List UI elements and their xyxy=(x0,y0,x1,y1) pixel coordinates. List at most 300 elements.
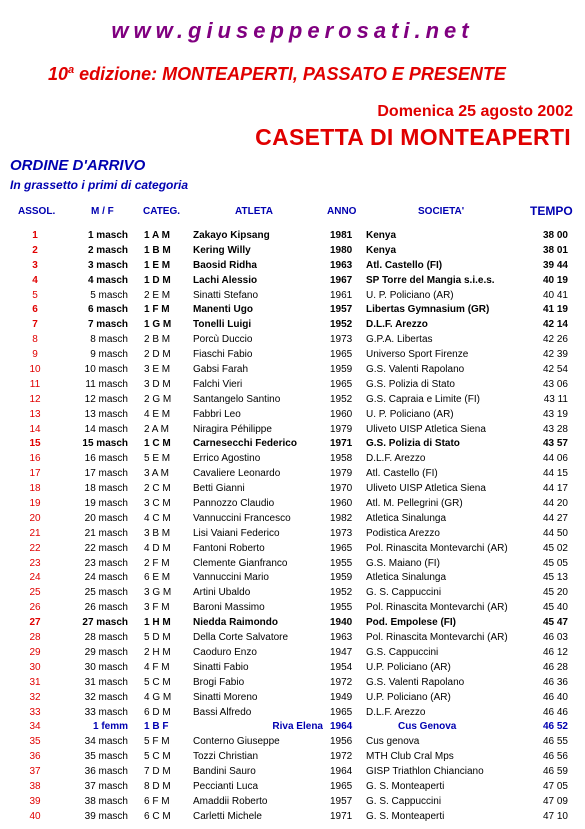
cell-cat: 3 D M xyxy=(144,378,171,390)
cell-cat: 4 F M xyxy=(144,661,170,673)
cell-year: 1980 xyxy=(330,244,353,256)
cell-club: U. P. Policiano (AR) xyxy=(366,289,454,301)
cell-cat: 1 F M xyxy=(144,304,170,316)
cell-cat: 5 C M xyxy=(144,751,171,763)
cell-mf: 30 masch xyxy=(84,661,128,673)
cell-time: 46 55 xyxy=(542,736,568,748)
table-row xyxy=(0,735,585,750)
cell-cat: 2 B M xyxy=(144,334,171,346)
cell-club: Pol. Rinascita Montevarchi (AR) xyxy=(366,602,508,614)
cell-pos: 36 xyxy=(29,751,41,763)
cell-pos: 1 xyxy=(32,230,38,241)
table-row xyxy=(0,333,585,348)
cell-athlete: Lachi Alessio xyxy=(193,274,258,286)
cell-mf: 9 masch xyxy=(90,349,128,361)
cell-pos: 14 xyxy=(29,423,41,435)
cell-cat: 6 C M xyxy=(144,810,171,822)
table-row xyxy=(0,423,585,438)
cell-athlete: Betti Gianni xyxy=(193,483,245,495)
col-header-club: SOCIETA' xyxy=(418,206,465,217)
cell-time: 46 28 xyxy=(542,661,568,673)
cell-club: D.L.F. Arezzo xyxy=(366,319,428,331)
col-header-year: ANNO xyxy=(327,206,357,217)
cell-cat: 5 F M xyxy=(144,736,170,748)
table-row xyxy=(0,706,585,721)
cell-time: 45 40 xyxy=(542,602,568,614)
cell-athlete: Fantoni Roberto xyxy=(193,542,265,554)
cell-cat: 2 C M xyxy=(144,483,171,495)
cell-year: 1959 xyxy=(330,364,353,376)
cell-pos: 16 xyxy=(29,453,41,465)
cell-athlete: Pannozzo Claudio xyxy=(193,498,275,510)
col-header-cat: CATEG. xyxy=(143,206,181,217)
table-row xyxy=(0,482,585,497)
cell-cat: 1 B M xyxy=(144,244,171,256)
cell-athlete: Porcù Duccio xyxy=(193,334,253,346)
cell-cat: 2 H M xyxy=(144,646,171,658)
col-header-athlete: ATLETA xyxy=(235,206,273,217)
site-url[interactable]: www.giusepperosati.net xyxy=(111,18,474,43)
cell-club: G. S. Cappuccini xyxy=(366,795,442,807)
cell-time: 43 19 xyxy=(542,408,568,420)
table-row xyxy=(0,229,585,244)
table-row xyxy=(0,810,585,825)
cell-cat: 2 D M xyxy=(144,349,171,361)
cell-year: 1956 xyxy=(330,736,353,748)
cell-pos: 28 xyxy=(29,632,41,644)
cell-cat: 3 G M xyxy=(144,587,172,599)
cell-time: 42 26 xyxy=(542,334,568,346)
cell-pos: 34 xyxy=(29,721,41,733)
cell-year: 1967 xyxy=(330,274,353,286)
cell-mf: 33 masch xyxy=(84,706,128,718)
cell-year: 1972 xyxy=(330,751,353,763)
table-row xyxy=(0,691,585,706)
cell-pos: 30 xyxy=(29,661,41,673)
cell-year: 1957 xyxy=(330,795,353,807)
cell-athlete: Bandini Sauro xyxy=(193,766,256,778)
cell-athlete: Sinatti Moreno xyxy=(193,691,258,703)
cell-club: G.S. Maiano (FI) xyxy=(366,557,440,569)
cell-mf: 10 masch xyxy=(84,364,128,376)
cell-pos: 38 xyxy=(29,780,41,792)
cell-club: Cus Genova xyxy=(398,721,457,733)
cell-time: 43 11 xyxy=(543,393,568,405)
cell-time: 46 03 xyxy=(542,632,568,644)
cell-year: 1952 xyxy=(330,319,353,331)
cell-athlete: Niragira Péhilippe xyxy=(193,423,272,435)
cell-pos: 25 xyxy=(29,587,41,599)
cell-year: 1960 xyxy=(330,498,353,510)
cell-year: 1965 xyxy=(330,780,353,792)
cell-pos: 40 xyxy=(29,810,41,822)
cell-pos: 23 xyxy=(29,557,41,569)
cell-time: 45 13 xyxy=(542,572,568,584)
cell-year: 1965 xyxy=(330,349,353,361)
table-row xyxy=(0,303,585,318)
cell-club: D.L.F. Arezzo xyxy=(366,706,426,718)
cell-mf: 19 masch xyxy=(84,498,128,510)
cell-club: G.S. Valenti Rapolano xyxy=(366,676,465,688)
table-row xyxy=(0,452,585,467)
table-row xyxy=(0,586,585,601)
cell-cat: 4 C M xyxy=(144,512,171,524)
cell-year: 1957 xyxy=(330,304,353,316)
cell-mf: 8 masch xyxy=(90,334,128,346)
cell-club: Atletica Sinalunga xyxy=(366,572,447,584)
cell-mf: 7 masch xyxy=(87,319,128,331)
legend-note: In grassetto i primi di categoria xyxy=(10,178,189,192)
cell-cat: 5 C M xyxy=(144,676,171,688)
table-row xyxy=(0,676,585,691)
table-row xyxy=(0,542,585,557)
edition-number: 10 xyxy=(48,64,69,84)
cell-cat: 1 A M xyxy=(144,230,170,241)
cell-athlete: Gabsi Farah xyxy=(193,364,249,376)
cell-cat: 4 E M xyxy=(144,408,171,420)
cell-club: G.S. Valenti Rapolano xyxy=(366,364,465,376)
cell-club: MTH Club Cral Mps xyxy=(366,751,454,763)
col-header-mf: M / F xyxy=(91,206,114,217)
cell-year: 1952 xyxy=(330,587,353,599)
cell-cat: 3 B M xyxy=(144,527,171,539)
cell-mf: 25 masch xyxy=(84,587,128,599)
cell-year: 1979 xyxy=(330,423,353,435)
cell-mf: 5 masch xyxy=(90,289,128,301)
cell-club: Uliveto UISP Atletica Siena xyxy=(366,423,486,435)
cell-time: 47 10 xyxy=(542,810,568,822)
cell-time: 44 15 xyxy=(542,468,568,480)
cell-time: 40 19 xyxy=(542,274,568,286)
cell-athlete: Manenti Ugo xyxy=(193,304,253,316)
cell-club: G.S. Capraia e Limite (FI) xyxy=(366,393,480,405)
cell-year: 1973 xyxy=(330,527,353,539)
cell-time: 45 47 xyxy=(542,617,568,629)
cell-year: 1949 xyxy=(330,691,353,703)
cell-mf: 28 masch xyxy=(84,632,128,644)
cell-pos: 31 xyxy=(29,676,41,688)
cell-year: 1970 xyxy=(330,483,353,495)
cell-mf: 4 masch xyxy=(87,274,128,286)
cell-time: 46 46 xyxy=(542,706,568,718)
cell-mf: 26 masch xyxy=(84,602,128,614)
cell-year: 1982 xyxy=(330,512,353,524)
table-row xyxy=(0,571,585,586)
cell-time: 46 36 xyxy=(542,676,568,688)
edition-superscript: a xyxy=(68,64,75,76)
cell-time: 47 09 xyxy=(542,795,568,807)
cell-athlete: Niedda Raimondo xyxy=(193,617,279,629)
cell-cat: 1 E M xyxy=(144,259,171,271)
event-date: Domenica 25 agosto 2002 xyxy=(377,103,573,120)
cell-athlete: Clemente Gianfranco xyxy=(193,557,288,569)
cell-mf: 27 masch xyxy=(82,617,128,629)
cell-cat: 1 B F xyxy=(144,721,169,733)
cell-cat: 5 D M xyxy=(144,632,171,644)
cell-cat: 3 A M xyxy=(144,468,170,480)
cell-time: 46 12 xyxy=(542,646,568,658)
cell-time: 44 27 xyxy=(542,512,568,524)
cell-time: 42 14 xyxy=(542,319,568,331)
cell-time: 45 02 xyxy=(542,542,568,554)
cell-time: 45 05 xyxy=(542,557,568,569)
cell-pos: 11 xyxy=(29,378,41,390)
cell-mf: 24 masch xyxy=(84,572,128,584)
cell-year: 1952 xyxy=(330,393,353,405)
cell-year: 1954 xyxy=(330,661,353,673)
cell-club: Uliveto UISP Atletica Siena xyxy=(366,483,486,495)
cell-year: 1979 xyxy=(330,468,353,480)
cell-year: 1963 xyxy=(330,259,353,271)
table-row xyxy=(0,348,585,363)
cell-year: 1971 xyxy=(330,810,353,822)
cell-club: Atl. Castello (FI) xyxy=(366,259,443,271)
cell-mf: 22 masch xyxy=(84,542,128,554)
cell-club: Atletica Sinalunga xyxy=(366,512,447,524)
cell-year: 1955 xyxy=(330,602,353,614)
cell-year: 1972 xyxy=(330,676,353,688)
table-row xyxy=(0,527,585,542)
cell-athlete: Brogi Fabio xyxy=(193,676,245,688)
cell-cat: 1 D M xyxy=(144,274,171,286)
cell-pos: 35 xyxy=(29,736,41,748)
cell-mf: 2 masch xyxy=(87,244,128,256)
cell-pos: 13 xyxy=(29,408,41,420)
table-row xyxy=(0,289,585,304)
cell-time: 46 52 xyxy=(542,721,568,733)
cell-athlete: Riva Elena xyxy=(272,721,323,733)
cell-club: G.S. Polizia di Stato xyxy=(366,378,455,390)
cell-cat: 2 F M xyxy=(144,557,170,569)
cell-mf: 16 masch xyxy=(84,453,128,465)
cell-club: G. S. Cappuccini xyxy=(366,587,442,599)
cell-pos: 18 xyxy=(29,483,41,495)
cell-athlete: Amaddii Roberto xyxy=(193,795,268,807)
cell-cat: 1 G M xyxy=(144,319,172,331)
cell-pos: 6 xyxy=(32,304,38,316)
cell-year: 1973 xyxy=(330,334,353,346)
cell-athlete: Artini Ubaldo xyxy=(193,587,251,599)
cell-athlete: Cavaliere Leonardo xyxy=(193,468,281,480)
results-table xyxy=(0,229,585,825)
cell-club: Kenya xyxy=(366,244,397,256)
cell-mf: 1 femm xyxy=(92,721,128,733)
table-row xyxy=(0,244,585,259)
cell-mf: 6 masch xyxy=(87,304,128,316)
cell-pos: 39 xyxy=(29,795,41,807)
cell-club: D.L.F. Arezzo xyxy=(366,453,426,465)
table-row xyxy=(0,720,585,735)
cell-pos: 17 xyxy=(29,468,41,480)
cell-time: 44 20 xyxy=(542,498,568,510)
cell-mf: 21 masch xyxy=(84,527,128,539)
cell-mf: 11 masch xyxy=(85,378,128,390)
cell-year: 1940 xyxy=(330,617,353,629)
cell-athlete: Falchi Vieri xyxy=(193,378,243,390)
cell-time: 43 57 xyxy=(542,438,568,450)
cell-year: 1965 xyxy=(330,378,353,390)
cell-mf: 17 masch xyxy=(84,468,128,480)
cell-cat: 3 E M xyxy=(144,364,171,376)
cell-time: 42 39 xyxy=(542,349,568,361)
cell-pos: 33 xyxy=(29,706,41,718)
cell-club: Pol. Rinascita Montevarchi (AR) xyxy=(366,542,508,554)
cell-athlete: Sinatti Fabio xyxy=(193,661,249,673)
cell-athlete: Fabbri Leo xyxy=(193,408,241,420)
cell-pos: 20 xyxy=(29,512,41,524)
table-row xyxy=(0,646,585,661)
cell-mf: 38 masch xyxy=(84,795,128,807)
cell-pos: 29 xyxy=(29,646,41,658)
cell-time: 43 06 xyxy=(542,378,568,390)
table-row xyxy=(0,437,585,452)
cell-cat: 6 E M xyxy=(144,572,171,584)
cell-pos: 21 xyxy=(29,527,41,539)
cell-pos: 15 xyxy=(29,438,41,450)
cell-athlete: Della Corte Salvatore xyxy=(193,632,289,644)
col-header-pos: ASSOL. xyxy=(18,206,56,217)
cell-time: 46 40 xyxy=(542,691,568,703)
cell-pos: 9 xyxy=(32,349,38,361)
cell-cat: 8 D M xyxy=(144,780,171,792)
cell-club: SP Torre del Mangia s.i.e.s. xyxy=(366,274,495,286)
cell-athlete: Baosid Ridha xyxy=(193,259,257,271)
cell-year: 1955 xyxy=(330,557,353,569)
cell-cat: 3 F M xyxy=(144,602,170,614)
cell-club: G.S. Polizia di Stato xyxy=(366,438,460,450)
cell-athlete: Sinatti Stefano xyxy=(193,289,259,301)
cell-pos: 19 xyxy=(29,498,41,510)
event-place: CASETTA DI MONTEAPERTI xyxy=(255,124,571,150)
cell-pos: 7 xyxy=(32,319,38,331)
cell-pos: 2 xyxy=(32,244,38,256)
table-row xyxy=(0,780,585,795)
cell-mf: 36 masch xyxy=(84,766,128,778)
cell-mf: 31 masch xyxy=(84,676,128,688)
cell-pos: 8 xyxy=(32,334,38,346)
cell-athlete: Tozzi Christian xyxy=(193,751,259,763)
cell-time: 44 17 xyxy=(542,483,568,495)
table-row xyxy=(0,318,585,333)
cell-athlete: Tonelli Luigi xyxy=(193,319,252,331)
cell-pos: 3 xyxy=(32,259,38,271)
cell-year: 1965 xyxy=(330,706,353,718)
cell-club: Atl. Castello (FI) xyxy=(366,468,438,480)
cell-pos: 32 xyxy=(29,691,41,703)
cell-club: Podistica Arezzo xyxy=(366,527,440,539)
table-row xyxy=(0,467,585,482)
cell-mf: 32 masch xyxy=(84,691,128,703)
cell-cat: 1 C M xyxy=(144,438,171,450)
cell-time: 41 19 xyxy=(542,304,568,316)
cell-club: Pol. Rinascita Montevarchi (AR) xyxy=(366,632,508,644)
table-row xyxy=(0,259,585,274)
cell-year: 1961 xyxy=(330,289,353,301)
cell-club: G.S. Cappuccini xyxy=(366,646,439,658)
cell-pos: 4 xyxy=(32,274,38,286)
col-header-time: TEMPO xyxy=(530,204,573,218)
cell-athlete: Baroni Massimo xyxy=(193,602,265,614)
cell-mf: 18 masch xyxy=(84,483,128,495)
cell-mf: 1 masch xyxy=(87,230,128,241)
cell-time: 47 05 xyxy=(542,780,568,792)
cell-athlete: Bassi Alfredo xyxy=(193,706,252,718)
cell-time: 44 50 xyxy=(542,527,568,539)
cell-club: Pod. Empolese (FI) xyxy=(366,617,457,629)
cell-cat: 1 H M xyxy=(144,617,171,629)
table-row xyxy=(0,795,585,810)
cell-mf: 29 masch xyxy=(84,646,128,658)
table-row xyxy=(0,274,585,289)
cell-mf: 12 masch xyxy=(84,393,128,405)
edition-title xyxy=(48,64,506,85)
table-row xyxy=(0,497,585,512)
cell-club: Cus genova xyxy=(366,736,420,748)
cell-pos: 22 xyxy=(29,542,41,554)
cell-mf: 39 masch xyxy=(84,810,128,822)
cell-cat: 2 G M xyxy=(144,393,172,405)
cell-club: Universo Sport Firenze xyxy=(366,349,469,361)
cell-time: 46 59 xyxy=(542,766,568,778)
table-row xyxy=(0,750,585,765)
cell-year: 1960 xyxy=(330,408,353,420)
cell-cat: 5 E M xyxy=(144,453,171,465)
cell-club: Libertas Gymnasium (GR) xyxy=(366,304,490,316)
cell-cat: 6 F M xyxy=(144,795,170,807)
cell-pos: 37 xyxy=(29,766,41,778)
edition-text: edizione: MONTEAPERTI, PASSATO E PRESENTE xyxy=(74,64,506,84)
cell-cat: 4 G M xyxy=(144,691,172,703)
cell-time: 44 06 xyxy=(542,453,568,465)
cell-pos: 27 xyxy=(29,617,41,629)
cell-cat: 2 A M xyxy=(144,423,170,435)
table-row xyxy=(0,557,585,572)
cell-club: GISP Triathlon Chianciano xyxy=(366,766,484,778)
cell-athlete: Lisi Vaiani Federico xyxy=(193,527,280,539)
cell-year: 1964 xyxy=(330,766,353,778)
cell-club: U. P. Policiano (AR) xyxy=(366,408,454,420)
cell-athlete: Kering Willy xyxy=(193,244,251,256)
cell-mf: 15 masch xyxy=(82,438,128,450)
cell-pos: 26 xyxy=(29,602,41,614)
cell-athlete: Zakayo Kipsang xyxy=(193,230,270,241)
cell-cat: 3 C M xyxy=(144,498,171,510)
cell-athlete: Fiaschi Fabio xyxy=(193,349,253,361)
cell-club: Atl. M. Pellegrini (GR) xyxy=(366,498,463,510)
cell-mf: 35 masch xyxy=(84,751,128,763)
table-row xyxy=(0,408,585,423)
cell-year: 1971 xyxy=(330,438,353,450)
cell-time: 46 56 xyxy=(542,751,568,763)
cell-mf: 34 masch xyxy=(84,736,128,748)
cell-mf: 23 masch xyxy=(84,557,128,569)
cell-athlete: Peccianti Luca xyxy=(193,780,259,792)
cell-athlete: Carletti Michele xyxy=(193,810,262,822)
cell-mf: 37 masch xyxy=(84,780,128,792)
cell-year: 1965 xyxy=(330,542,353,554)
cell-year: 1947 xyxy=(330,646,353,658)
cell-pos: 24 xyxy=(29,572,41,584)
cell-time: 42 54 xyxy=(542,364,568,376)
table-row xyxy=(0,661,585,676)
cell-club: G.P.A. Libertas xyxy=(366,334,433,346)
table-row xyxy=(0,631,585,646)
cell-athlete: Vannuccini Francesco xyxy=(193,512,291,524)
cell-time: 38 01 xyxy=(542,244,568,256)
cell-mf: 3 masch xyxy=(87,259,128,271)
cell-athlete: Caoduro Enzo xyxy=(193,646,257,658)
cell-time: 39 44 xyxy=(542,259,568,271)
